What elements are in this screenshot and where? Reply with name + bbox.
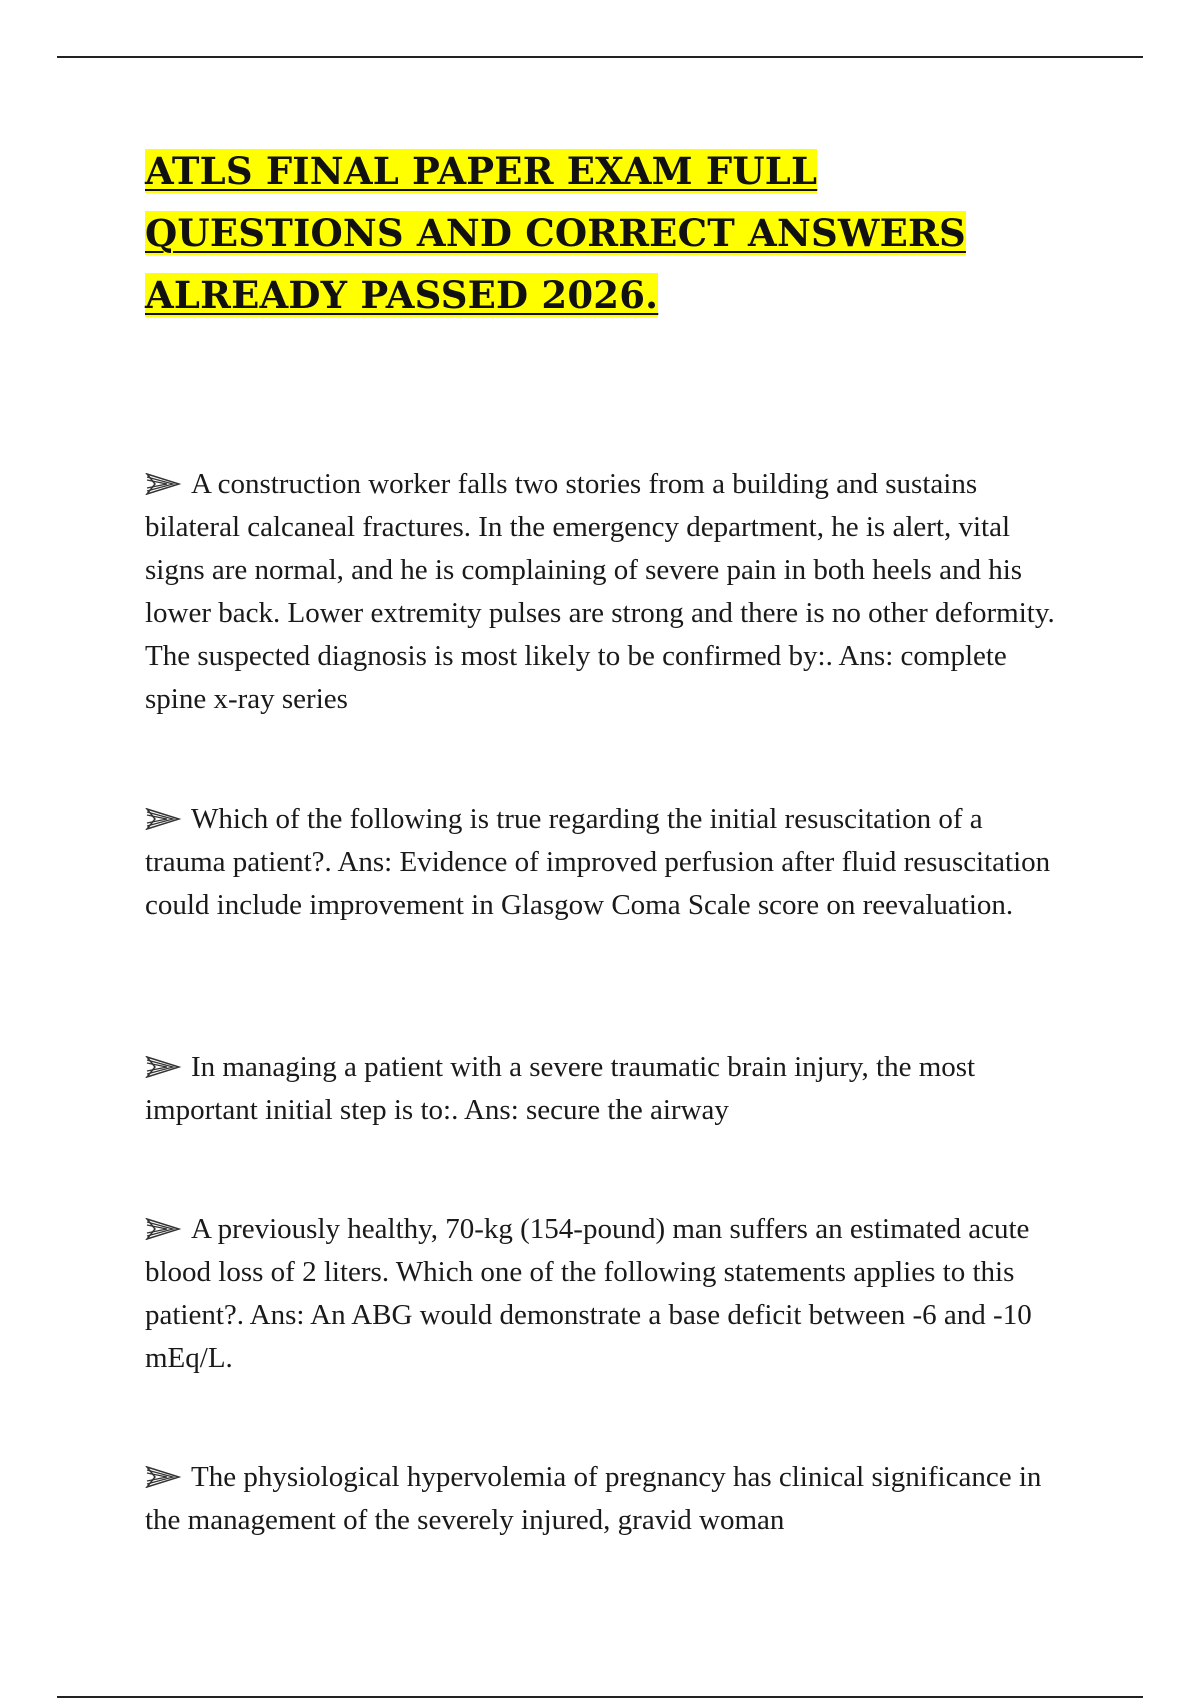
header-rule [57, 56, 1143, 58]
arrowhead-bullet-icon [145, 1218, 181, 1240]
footer-rule [57, 1696, 1143, 1698]
qa-item-text: In managing a patient with a severe traumatic brain injury, the most important initial step is to:. Ans: secure the airway [145, 1051, 976, 1126]
arrowhead-bullet-icon [145, 1466, 181, 1488]
qa-item-text: A construction worker falls two stories from a building and sustains bilateral calcaneal fractures. In the emergency department, he is alert, vital signs are normal, and he is complaining of severe pain in both heels and his lower back. Lower extremity pulses are strong and there is no other deformity. The suspected diagnosis is most likely to be confirmed by:. Ans: complete spine x-ray series [145, 468, 1055, 715]
document-title [145, 140, 1045, 326]
document-title-text: ATLS FINAL PAPER EXAM FULL QUESTIONS AND CORRECT ANSWERS ALREADY PASSED 2026. [145, 149, 966, 317]
qa-item-text: The physiological hypervolemia of pregnancy has clinical significance in the management of the severely injured, gravid woman [145, 1461, 1042, 1536]
qa-item-2 [145, 798, 1065, 927]
qa-item-3 [145, 1046, 1065, 1132]
arrowhead-bullet-icon [145, 808, 181, 830]
qa-item-5 [145, 1456, 1065, 1542]
arrowhead-bullet-icon [145, 1056, 181, 1078]
qa-item-text: A previously healthy, 70-kg (154-pound) man suffers an estimated acute blood loss of 2 liters. Which one of the following statements applies to this patient?. Ans: An ABG would demonstrate a base deficit between -6 and -10 mEq/L. [145, 1213, 1032, 1374]
qa-item-text: Which of the following is true regarding the initial resuscitation of a trauma patient?. Ans: Evidence of improved perfusion after fluid resuscitation could include improvement in Glasgow Coma Scale score on reevaluation. [145, 803, 1051, 921]
arrowhead-bullet-icon [145, 473, 181, 495]
qa-item-4 [145, 1208, 1065, 1380]
qa-item-1 [145, 463, 1065, 721]
